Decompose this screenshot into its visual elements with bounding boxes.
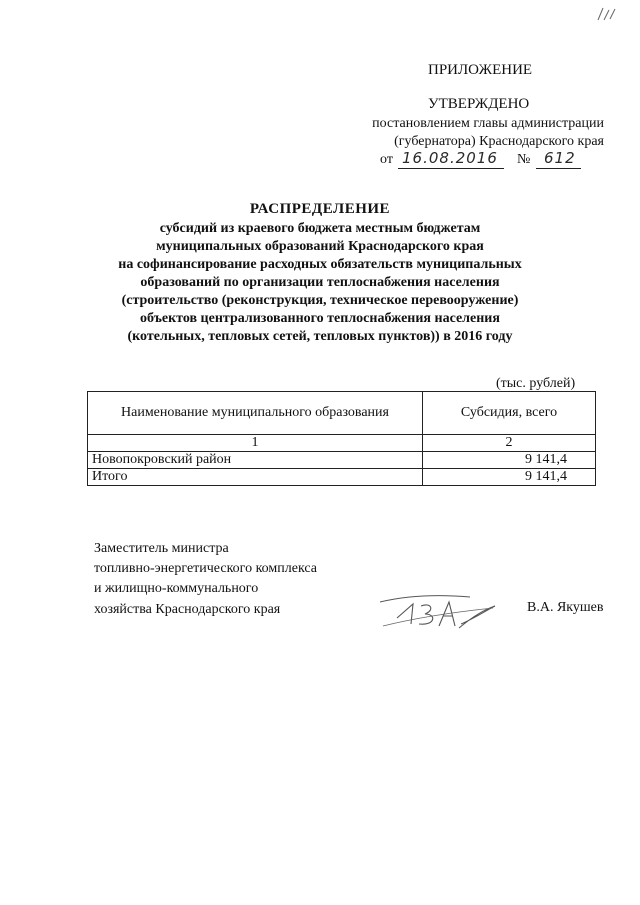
table-header-row [88,392,596,435]
signer-position-line-1: Заместитель министра [94,541,229,556]
header-subsidy: Субсидия, всего [423,392,596,435]
handwritten-signature [375,588,500,633]
column-number-2: 2 [423,435,596,452]
title-line-6: объектов централизованного теплоснабжения населения [140,311,500,326]
date-prefix: от [380,152,393,167]
table-row [88,452,596,469]
title-line-2: муниципальных образований Краснодарского края [156,239,484,254]
corner-pen-mark [594,6,620,22]
subsidy-table [87,391,596,486]
total-amount: 9 141,4 [423,469,596,486]
date-number-row [380,150,610,172]
column-number-1: 1 [88,435,423,452]
header-municipality: Наименование муниципального образования [88,392,423,435]
appendix-label: ПРИЛОЖЕНИЕ [428,62,533,78]
row-amount: 9 141,4 [423,452,596,469]
row-name: Новопокровский район [88,452,423,469]
document-heading: РАСПРЕДЕЛЕНИЕ [249,201,391,217]
column-number-row [88,435,596,452]
signer-position-line-4: хозяйства Краснодарского края [94,602,281,617]
table-row-total [88,469,596,486]
signer-position-line-2: топливно-энергетического комплекса [94,561,317,576]
title-line-1: субсидий из краевого бюджета местным бюджетам [159,221,481,236]
number-prefix: № [517,152,531,167]
approved-by-line-1: постановлением главы администрации [372,116,604,131]
approved-label: УТВЕРЖДЕНО [428,96,530,112]
title-line-3: на софинансирование расходных обязательств муниципальных [118,257,522,272]
handwritten-number: 612 [544,149,576,167]
handwritten-date: 16.08.2016 [402,149,498,167]
approved-by-line-2: (губернатора) Краснодарского края [394,134,604,149]
title-line-5: (строительство (реконструкция, техническое перевооружение) [121,293,519,308]
title-line-4: образований по организации теплоснабжения населения [140,275,500,290]
total-label: Итого [88,469,423,486]
title-line-7: (котельных, тепловых сетей, тепловых пунктов)) в 2016 году [127,329,513,344]
units-label: (тыс. рублей) [496,376,576,391]
signer-position-line-3: и жилищно-коммунального [94,581,259,596]
document-title-block [100,200,540,346]
signer-name: В.А. Якушев [527,600,604,615]
